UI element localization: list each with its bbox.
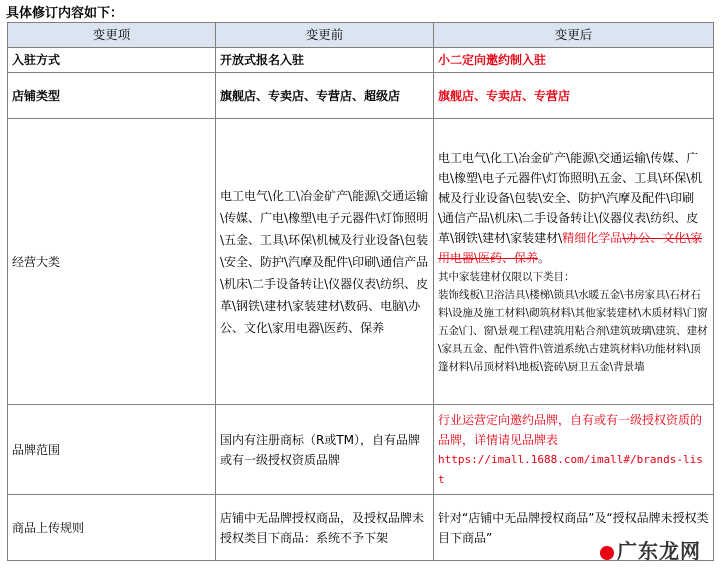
- scope-sub-list: 装饰线板\卫浴洁具\楼梯\锁具\水暖五金\书房家具\石材石料\设施及施工材料\砌筑材料\其他家装建材\木质材料\门窗五金\门、窗\景观工程\建筑用粘合剂\建筑玻璃\建筑、建材\家具五金、配件\管件\管道系统\古建筑材料\功能材料\顶篷材料\吊顶材料\地板\瓷砖\厨卫五金\背景墙: [438, 288, 708, 373]
- table-row: [8, 48, 714, 73]
- scope-after-strike: \办公、文化\家用电器\医药、保养: [438, 230, 703, 265]
- scope-after-red: 精细化学品: [562, 230, 623, 245]
- page-heading: 具体修订内容如下：: [6, 6, 124, 21]
- row-scope-before: 电工电气\化工\冶金矿产\能源\交通运输\传媒、广电\橡塑\电子元器件\灯饰照明\五金、工具\环保\机械及行业设备\包装\安全、防护\汽摩及配件\印刷\通信产品\机床\二手设备转让\仪器仪表\纺织、皮革\钢铁\建材\家装建材\数码、电脑\办公、文化\家用电器\医药、保养: [216, 119, 434, 405]
- scope-after-main: 电工电气\化工\冶金矿产\能源\交通运输\传媒、广电\橡塑\电子元器件\灯饰照明\五金、工具\环保\机械及行业设备\包装\安全、防护\汽摩及配件\印刷\通信产品\机床\二手设备转让\仪器仪表\纺织、皮革\钢铁\建材\家装建材\: [438, 150, 703, 245]
- table-row: [8, 119, 714, 405]
- changes-table: [7, 22, 714, 561]
- row-brand-after: [434, 405, 714, 495]
- row-scope-after: [434, 119, 714, 405]
- row-upload-after: 针对“店铺中无品牌授权商品”及“授权品牌未授权类目下商品”: [434, 495, 714, 561]
- row-upload-item: 商品上传规则: [8, 495, 216, 561]
- scope-sub-title: 其中家装建材仅限以下类目：: [438, 270, 575, 283]
- row-upload-before: 店铺中无品牌授权商品，及授权品牌未授权类目下商品：系统不予下架: [216, 495, 434, 561]
- table-row: [8, 405, 714, 495]
- watermark: [600, 535, 701, 564]
- watermark-logo-icon: [600, 546, 614, 560]
- brand-after-red: 行业运营定向邀约品牌，自有或有一级授权资质的品牌，详情请见品牌表: [438, 412, 703, 447]
- header-item: 变更项: [8, 23, 216, 48]
- table-header-row: [8, 23, 714, 48]
- row-brand-before: 国内有注册商标（R或TM），自有品牌或有一级授权资质品牌: [216, 405, 434, 495]
- row-store-after: 旗舰店、专卖店、专营店: [434, 73, 714, 119]
- table-row: [8, 73, 714, 119]
- row-brand-item: 品牌范围: [8, 405, 216, 495]
- row-store-before: 旗舰店、专卖店、专营店、超级店: [216, 73, 434, 119]
- row-entry-item: 入驻方式: [8, 48, 216, 73]
- row-scope-item: 经营大类: [8, 119, 216, 405]
- row-store-item: 店铺类型: [8, 73, 216, 119]
- scope-after-end: 。: [538, 250, 551, 265]
- row-entry-after: 小二定向邀约制入驻: [434, 48, 714, 73]
- header-after: 变更后: [434, 23, 714, 48]
- row-entry-before: 开放式报名入驻: [216, 48, 434, 73]
- header-before: 变更前: [216, 23, 434, 48]
- brand-list-link[interactable]: https://imall.1688.com/imall#/brands-list: [438, 452, 703, 486]
- watermark-text: 广东龙网: [617, 539, 701, 563]
